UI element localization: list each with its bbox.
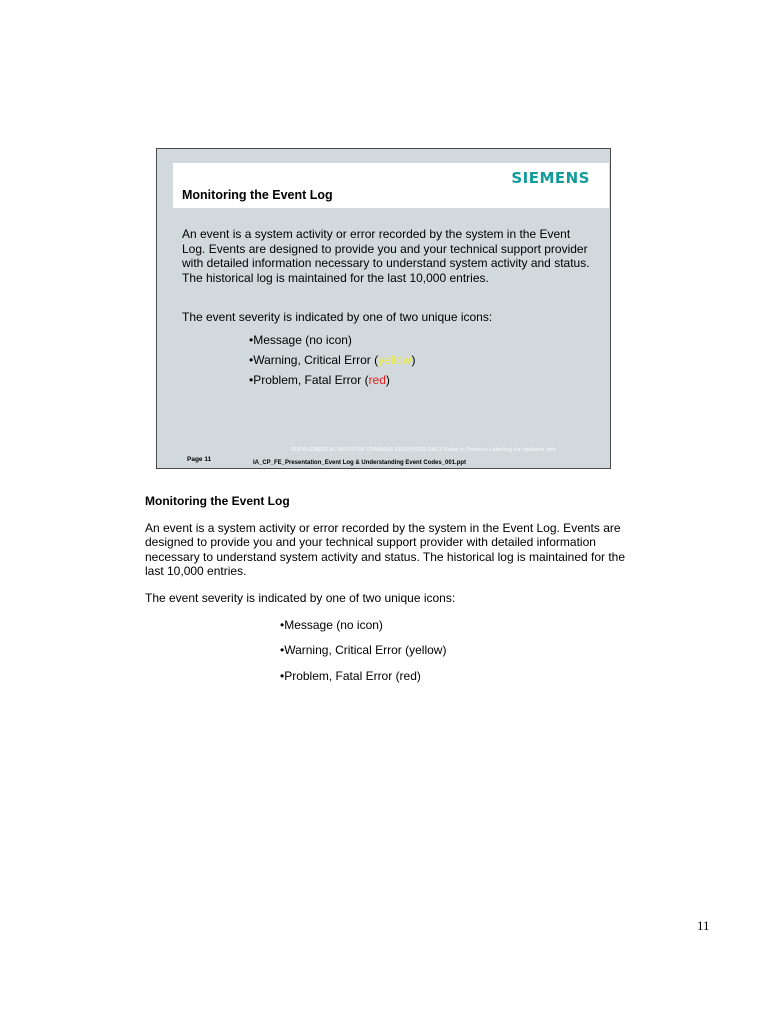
slide-title: Monitoring the Event Log	[182, 188, 333, 202]
notes-bullet: •Message (no icon)	[280, 617, 383, 632]
slide-bullet-problem-suffix: )	[385, 372, 390, 387]
slide-bullet-warning	[249, 350, 592, 370]
slide-bullet-problem-prefix: •Problem, Fatal Error (	[249, 372, 369, 387]
slide-bullet-warning-color: yellow	[378, 352, 412, 367]
slide-bullet-list	[182, 330, 592, 390]
slide-bullet-warning-suffix: )	[411, 352, 416, 367]
slide-paragraph: An event is a system activity or error recorded by the system in the Event Log. Events are designed to provide you and your technical support provider with detailed information necessary to understand system activity and status. The historical log is maintained for the last 10,000 entries.	[182, 227, 590, 286]
slide-bullet-message: •Message (no icon)	[249, 332, 352, 347]
slide-file-name: IA_CP_FE_Presentation_Event Log & Understanding Event Codes_001.ppt	[253, 460, 467, 466]
slide-body	[182, 227, 592, 390]
slide-thumbnail	[156, 148, 611, 469]
page-number: 11	[697, 918, 710, 933]
notes-bullet: •Problem, Fatal Error (red)	[280, 668, 421, 683]
siemens-logo: SIEMENS	[511, 169, 590, 187]
slide-supplemental-note: SUPPLEMENTAL INFO FOR TRAINING PURPOSES ONLY Refer to Product Labeling for updated info	[291, 447, 557, 453]
notes-severity-intro: The event severity is indicated by one of two unique icons:	[145, 590, 456, 605]
slide-bullet-problem-color: red	[368, 372, 386, 387]
slide-severity-intro: The event severity is indicated by one of two unique icons:	[182, 309, 493, 324]
notes-paragraph: An event is a system activity or error recorded by the system in the Event Log. Events are designed to provide you and your technical support provider with detailed information necessary to understand system activity and status. The historical log is maintained for the last 10,000 entries.	[145, 520, 626, 579]
speaker-notes	[145, 494, 635, 694]
slide-page-label: Page 11	[187, 456, 212, 463]
slide-bullet-problem	[249, 370, 592, 390]
notes-bullet: •Warning, Critical Error (yellow)	[280, 643, 447, 658]
notes-heading: Monitoring the Event Log	[145, 494, 290, 508]
slide-header	[173, 163, 609, 208]
slide-bullet-warning-prefix: •Warning, Critical Error (	[249, 352, 379, 367]
